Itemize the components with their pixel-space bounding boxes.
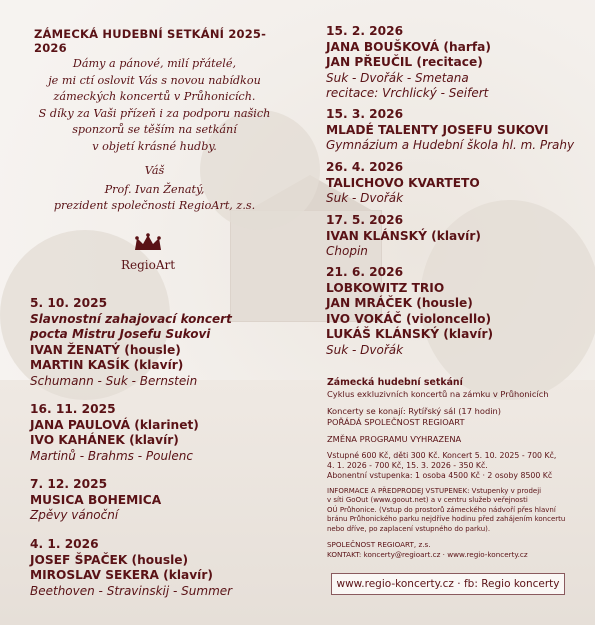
event-performer: TALICHOVO KVARTETO [326, 175, 480, 190]
regioart-logo [108, 233, 188, 272]
price-line: 4. 1. 2026 - 700 Kč, 15. 3. 2026 - 350 Kč. [327, 461, 488, 470]
event-performer: JANA PAULOVÁ (klarinet) [30, 417, 199, 432]
event-performer: JANA BOUŠKOVÁ (harfa) [326, 39, 491, 54]
event-performer: LOBKOWITZ TRIO [326, 280, 445, 295]
series-title: Zámecká hudební setkání [327, 377, 463, 388]
crown-icon [133, 233, 163, 253]
event-program: Suk - Dvořák [326, 342, 404, 357]
intro-line: v objetí krásné hudby. [92, 139, 217, 153]
event-subtitle: Slavnostní zahajovací koncert [30, 311, 232, 326]
event-program: Zpěvy vánoční [30, 508, 119, 522]
price-text [327, 451, 577, 481]
organizer-text: POŘÁDÁ SPOLEČNOST REGIOART [327, 417, 465, 427]
event-program: Suk - Dvořák [326, 191, 404, 205]
event-performer: MLADÉ TALENTY JOSEFU SUKOVI [326, 122, 549, 137]
event-program: Martinů - Brahms - Poulenc [30, 448, 193, 463]
event-16-11-2025 [30, 402, 199, 464]
event-7-12-2025 [30, 477, 161, 524]
event-date: 5. 10. 2025 [30, 296, 108, 310]
event-performer: IVAN ŽENATÝ (housle) [30, 342, 181, 357]
intro-line: Dámy a pánové, milí přátelé, [72, 57, 237, 70]
event-date: 15. 3. 2026 [326, 107, 404, 121]
intro-line: S díky za Vaši přízeň i za podporu našich [38, 106, 271, 120]
event-performer: MUSICA BOHEMICA [30, 492, 162, 507]
intro-letter [22, 56, 287, 215]
event-performer: MIROSLAV SEKERA (klavír) [30, 568, 213, 582]
event-date: 21. 6. 2026 [326, 265, 404, 279]
signature-title: prezident společnosti RegioArt, z.s. [53, 199, 256, 212]
event-subtitle: pocta Mistru Josefu Sukovi [30, 327, 211, 341]
ticket-line: nebo dříve, po zaplacení vstupného do parku). [327, 524, 491, 533]
company-name: SPOLEČNOST REGIOART, z.s. [327, 540, 431, 550]
intro-line: sponzorů se těším na setkání [72, 123, 237, 136]
event-performer: LUKÁŠ KLÁNSKÝ (klavír) [326, 327, 494, 341]
intro-line: je mi ctí oslovit Vás s novou nabídkou [48, 73, 261, 87]
price-line: Vstupné 600 Kč, děti 300 Kč. Koncert 5. 10. 2025 - 700 Kč, [327, 451, 557, 460]
intro-line: zámeckých koncertů v Průhonicích. [53, 90, 256, 103]
signature-name: Prof. Ivan Ženatý, [104, 182, 205, 196]
ticket-line: INFORMACE A PŘEDPRODEJ VSTUPENEK: Vstupenky v prodeji [327, 487, 542, 495]
event-5-10-2025 [30, 296, 232, 389]
program-change-note: ZMĚNA PROGRAMU VYHRAZENA [327, 434, 462, 444]
event-15-3-2026 [326, 107, 574, 154]
event-26-4-2026 [326, 160, 480, 207]
intro-closing: Váš [144, 164, 165, 177]
ticket-line: v síti GoOut (www.goout.net) a v centru služeb veřejnosti [327, 496, 528, 505]
event-4-1-2026 [30, 537, 232, 599]
event-program: Schumann - Suk - Bernstein [30, 373, 198, 388]
event-date: 4. 1. 2026 [30, 537, 99, 551]
price-line: Abonentní vstupenka: 1 osoba 4500 Kč · 2 osoby 8500 Kč [327, 471, 553, 480]
event-performer: IVO VOKÁČ (violoncello) [326, 311, 492, 326]
venue-text: Koncerty se konají: Rytířský sál (17 hodin) [327, 406, 502, 416]
event-program: Gymnázium a Hudební škola hl. m. Prahy [326, 138, 575, 152]
event-date: 17. 5. 2026 [326, 213, 404, 227]
contact-line: KONTAKT: koncerty@regioart.cz · www.regio-koncerty.cz [327, 549, 528, 559]
event-performer: IVO KAHÁNEK (klavír) [30, 433, 179, 447]
event-program: recitace: Vrchlický - Seifert [326, 86, 489, 100]
website-footer-link[interactable]: www.regio-koncerty.cz · fb: Regio koncerty [331, 573, 565, 595]
event-performer: JAN PŘEUČIL (recitace) [326, 55, 483, 69]
event-date: 26. 4. 2026 [326, 160, 404, 174]
event-program: Chopin [326, 244, 368, 258]
event-date: 16. 11. 2025 [30, 402, 116, 416]
event-performer: JAN MRÁČEK (housle) [326, 296, 473, 310]
event-performer: MARTIN KASÍK (klavír) [30, 358, 184, 372]
event-program: Suk - Dvořák - Smetana [326, 70, 469, 85]
logo-text: RegioArt [120, 258, 176, 272]
event-17-5-2026 [326, 213, 481, 260]
series-subtitle: Cyklus exkluzivních koncertů na zámku v Průhonicích [327, 389, 549, 399]
ticket-info [327, 487, 577, 534]
event-date: 7. 12. 2025 [30, 477, 108, 491]
event-performer: IVAN KLÁNSKÝ (klavír) [326, 228, 481, 243]
event-performer: JOSEF ŠPAČEK (housle) [30, 552, 189, 567]
ticket-line: OÚ Průhonice. (Vstup do prostorů zámeckého nádvoří přes hlavní [327, 505, 556, 514]
event-date: 15. 2. 2026 [326, 24, 404, 38]
info-block [327, 377, 577, 559]
event-15-2-2026 [326, 24, 491, 102]
event-program: Beethoven - Stravinskij - Summer [30, 583, 233, 598]
ticket-line: bránu Průhonického parku nejdříve hodinu před zahájením koncertu [327, 515, 566, 524]
page-title: ZÁMECKÁ HUDEBNÍ SETKÁNÍ 2025-2026 [34, 27, 267, 55]
event-21-6-2026 [326, 265, 493, 358]
